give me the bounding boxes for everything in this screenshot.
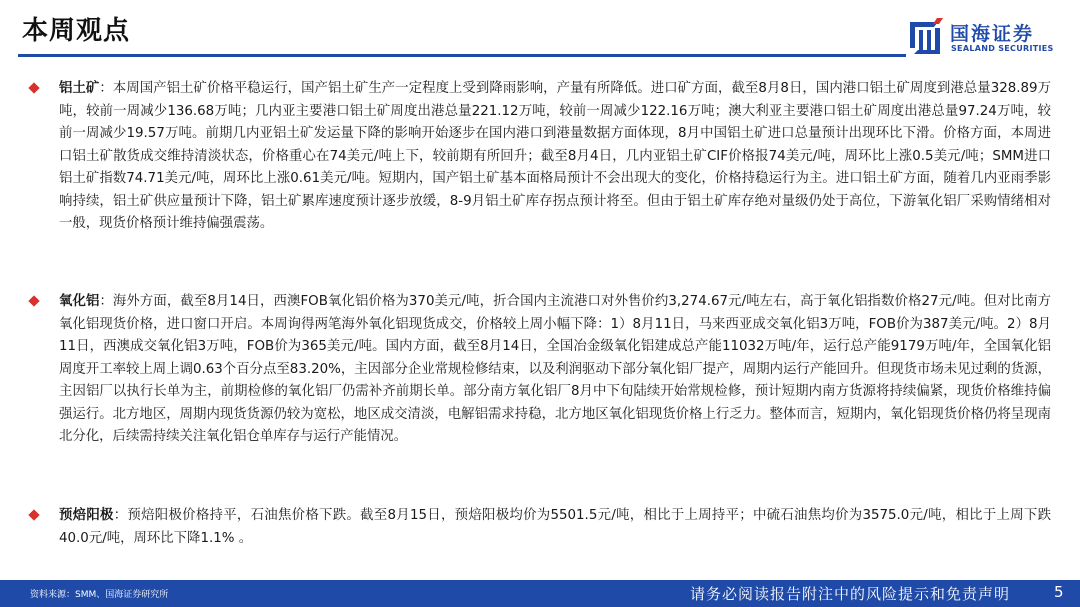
footer-source: 资料来源：SMM、国海证券研究所 [30,590,169,600]
section-bauxite [33,78,1051,236]
section-alumina [33,291,1051,449]
section-text: ：本周国产铝土矿价格平稳运行，国产铝土矿生产一定程度上受到降雨影响，产量有所降低。进口矿方面，截至8月8日，国内港口铝土矿周度到港总量328.89万吨，较前一周减少136.68万吨；几内亚主要港口铝土矿周度出港总量221.12万吨，较前一周减少122.16万吨；澳大利亚主要港口铝土矿周度出港总量97.24万吨，较前一周减少19.57万吨。前期几内亚铝土矿发运量下降的影响开始逐步在国内港口到港量数据方面体现，8月中国铝土矿进口总量预计出现环比下滑。价格方面，本周进口铝土矿散货成交维持清淡状态，价格重心在74美元/吨上下，较前期有所回升；截至8月4日，几内亚铝土矿CIF价格报74美元/吨，周环比上涨0.5美元/吨；SMM进口铝土矿指数74.71美元/吨，周环比上涨0.61美元/吨。短期内，国产铝土矿基本面格局预计不会出现大的变化，价格持稳运行为主。进口铝土矿方面，随着几内亚雨季影响持续，铝土矿供应量预计下降，铝土矿累库速度预计逐步放缓，8-9月铝土矿库存拐点预计将至。但由于铝土矿库存绝对量级仍处于高位，下游氧化铝厂采购情绪相对一般，现货价格预计维持偏强震荡。 [59,81,1052,231]
page-number: 5 [1054,583,1064,601]
diamond-bullet-icon [28,509,39,520]
diamond-bullet-icon [28,295,39,306]
section-text: ：预焙阳极价格持平，石油焦价格下跌。截至8月15日，预焙阳极均价为5501.5元/吨，相比于上周持平；中硫石油焦均价为3575.0元/吨，相比于上周下跌40.0元/吨，周环比下降1.1% 。 [59,508,1051,546]
logo-text-en: SEALAND SECURITIES [951,44,1054,53]
company-logo [908,18,1068,58]
diamond-bullet-icon [28,82,39,93]
section-label: 铝土矿 [59,81,100,96]
section-paragraph [59,505,1051,550]
header-rule [18,54,906,57]
footer-bar [0,580,1080,607]
logo-mark-icon [908,18,944,56]
section-paragraph [59,291,1051,449]
section-paragraph [59,78,1051,236]
section-label: 预焙阳极 [59,508,114,523]
logo-text-cn: 国海证券 [950,23,1035,45]
footer-disclaimer: 请务必阅读报告附注中的风险提示和免责声明 [690,585,1011,603]
section-prebaked-anode [33,505,1051,550]
page-title: 本周观点 [22,16,131,46]
section-label: 氧化铝 [59,294,100,309]
section-text: ：海外方面，截至8月14日，西澳FOB氧化铝价格为370美元/吨，折合国内主流港口对外售价约3,274.67元/吨左右，高于氧化铝指数价格27元/吨。但对比南方氧化铝现货价格，进口窗口开启。本周询得两笔海外氧化铝现货成交，价格较上周小幅下降：1）8月11日，马来西亚成交氧化铝3万吨，FOB价为387美元/吨。2）8月11日，西澳成交氧化铝3万吨，FOB价为365美元/吨。国内方面，截至8月14日，全国冶金级氧化铝建成总产能11032万吨/年，运行总产能9179万吨/年，全国氧化铝周度开工率较上周上调0.63个百分点至83.20%，主因部分企业常规检修结束，以及利润驱动下部分氧化铝厂提产，周期内运行产能回升。但现货市场未见过剩的货源，主因铝厂以执行长单为主，前期检修的氧化铝厂仍需补齐前期长单。部分南方氧化铝厂8月中下旬陆续开始常规检修，预计短期内南方货源将持续偏紧，现货价格维持偏强运行。北方地区，周期内现货货源仍较为宽松，地区成交清淡，电解铝需求持稳，北方地区氧化铝现货价格上行乏力。整体而言，短期内，氧化铝现货价格仍将呈现南北分化，后续需持续关注氧化铝仓单库存与运行产能情况。 [59,294,1051,444]
